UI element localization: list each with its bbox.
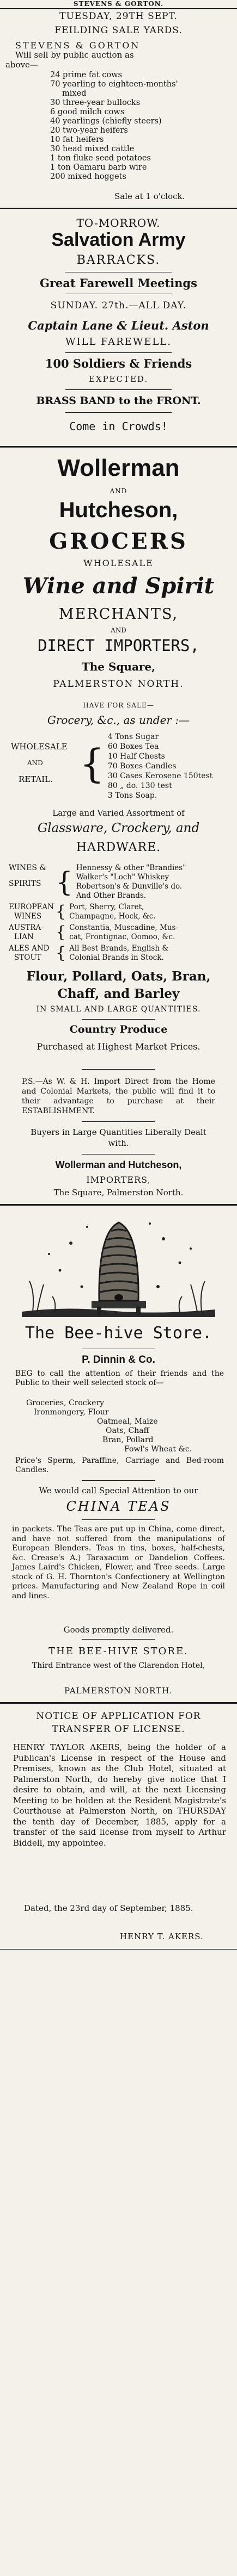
short-divider [82, 1480, 155, 1481]
ps-paragraph: P.S.—As W. & H. Import Direct from the Home and Colonial Markets, the public will find it to their advantage to purchase at their ESTABLISHMENT. [22, 1077, 215, 1115]
european-item: Port, Sherry, Claret, [69, 903, 144, 911]
retail-label: RETAIL. [19, 774, 53, 784]
curly-brace: { [56, 902, 66, 921]
wholesale-label: WHOLESALE [11, 742, 68, 752]
stock-line: Fowl's Wheat &c. [124, 1445, 192, 1454]
short-divider [82, 1069, 155, 1070]
sale-date: TUESDAY, 29TH SEPT. [59, 11, 178, 22]
beehive-store-name: THE BEE-HIVE STORE. [48, 1646, 189, 1657]
short-divider [82, 1519, 155, 1520]
ales-list [66, 944, 168, 963]
stock-line: Oats, Chaff [106, 1426, 149, 1435]
spirits-item: Robertson's & Dunville's do. [76, 882, 183, 891]
notice-heading-1: NOTICE OF APPLICATION FOR [36, 1711, 201, 1722]
ales-labels [9, 944, 56, 963]
stock-line: Bran, Pollard [102, 1436, 154, 1444]
stock-item: 24 prime fat cows [50, 71, 123, 79]
australian-item: cat, Frontignac, Oomoo, &c. [69, 933, 175, 941]
curly-brace: { [56, 944, 66, 963]
barracks-heading: BARRACKS. [76, 253, 161, 267]
spirits-item: Walker's "Loch" Whiskey [76, 873, 169, 882]
auction-intro: Will sell by public auction as [15, 50, 134, 60]
buyers-line: Buyers in Large Quantities Liberally Dealt with. [31, 1127, 206, 1148]
wines-spirits-labels [9, 864, 56, 901]
beehive-illustration [0, 1211, 237, 1319]
salvation-army-title: Salvation Army [51, 229, 186, 250]
wines-label-2: WINES [14, 912, 42, 921]
divider [0, 446, 237, 448]
stock-list [0, 71, 237, 182]
short-divider [82, 1121, 155, 1122]
wollerman-title: Wollerman [57, 455, 180, 481]
stock-line: Ironmongery, Flour [34, 1408, 109, 1417]
divider [0, 8, 237, 9]
merchants-heading: MERCHANTS, [58, 606, 179, 623]
grocery-item: 3 Tons Soap. [107, 791, 157, 800]
spirits-section [0, 864, 237, 963]
assortment-line: Large and Varied Assortment of [52, 808, 185, 818]
australian-item: Constantia, Muscadine, Mus- [69, 923, 179, 932]
wine-spirit-title: Wine and Spirit [22, 573, 215, 599]
footer-importers: IMPORTERS, [86, 1175, 151, 1185]
ales-item: Colonial Brands in Stock. [69, 953, 164, 962]
european-label: EUROPEAN [9, 903, 54, 911]
tomorrow-heading: TO-MORROW. [76, 216, 161, 229]
spirits-item: Hennessy & other "Brandies" [76, 864, 186, 872]
short-divider [65, 352, 172, 353]
stock-line: Groceries, Crockery [26, 1399, 105, 1407]
goods-delivered: Goods promptly delivered. [63, 1625, 174, 1635]
brass-band-line: BRASS BAND to the FRONT. [36, 395, 201, 407]
grocery-item: 80 „ do. 130 test [107, 781, 172, 790]
ales-item: All Best Brands, English & [69, 944, 169, 953]
grocery-as-under: Grocery, &c., as under :— [47, 713, 190, 727]
sunday-line: SUNDAY. 27th.—ALL DAY. [50, 300, 187, 311]
divider [0, 1949, 237, 1950]
grocery-table [0, 731, 237, 800]
stock-item: 10 fat heifers [50, 135, 104, 144]
australian-list [66, 923, 178, 942]
direct-importers-heading: DIRECT IMPORTERS, [38, 636, 199, 655]
notice-dated: Dated, the 23rd day of September, 1885. [24, 1903, 193, 1913]
wholesale-retail-label [11, 731, 76, 787]
austral-label: AUSTRA- [9, 923, 44, 932]
beehive-title: The Bee-hive Store. [25, 1324, 212, 1343]
auction-intro-cont: above— [5, 60, 38, 70]
grocery-item: 30 Cases Kerosene 150test [107, 772, 213, 780]
stock-item: 30 three-year bullocks [50, 98, 141, 107]
beehive-entrance: Third Entrance west of the Clarendon Hotel, [32, 1661, 205, 1670]
australian-labels [9, 923, 56, 942]
beehive-town: PALMERSTON NORTH. [64, 1686, 173, 1696]
grocery-item: 60 Boxes Tea [107, 742, 159, 751]
grocery-item: 70 Boxes Candles [107, 762, 177, 771]
quantities-line: IN SMALL AND LARGE QUANTITIES. [36, 1005, 201, 1014]
masthead-cutoff: STEVENS & GORTON. [73, 0, 164, 8]
wholesale-word: WHOLESALE [83, 558, 154, 568]
stock-item: 20 two-year heifers [50, 126, 128, 135]
and-word: AND [110, 487, 127, 495]
footer-address: The Square, Palmerston North. [53, 1188, 184, 1197]
grocery-item: 10 Half Chests [107, 752, 165, 761]
grocery-item: 4 Tons Sugar [107, 733, 159, 741]
and-label: AND [27, 759, 43, 767]
spirits-label: SPIRITS [9, 879, 41, 888]
flour-line-1: Flour, Pollard, Oats, Bran, [26, 969, 211, 984]
short-divider [65, 389, 172, 390]
special-attention: We would call Special Attention to our [39, 1486, 198, 1495]
curly-brace: { [56, 866, 73, 898]
and-word: AND [111, 626, 126, 634]
have-for-sale: HAVE FOR SALE— [83, 702, 154, 709]
stock-item: mixed [62, 89, 87, 98]
country-produce-text: Purchased at Highest Market Prices. [37, 1041, 200, 1052]
country-produce-heading: Country Produce [69, 1023, 168, 1035]
curly-brace: { [80, 741, 105, 786]
european-item: Champagne, Hock, &c. [69, 912, 156, 921]
curly-brace: { [56, 923, 66, 942]
wines-label: WINES & [9, 864, 46, 872]
captain-line: Captain Lane & Lieut. Aston [28, 319, 209, 332]
footer-firm-name: Wollerman and Hutcheson, [55, 1159, 182, 1170]
lian-label: LIAN [14, 933, 34, 941]
sale-heading: FEILDING SALE YARDS. [54, 25, 183, 36]
glassware-line: Glassware, Crockery, and [37, 821, 200, 835]
candles-line: Price's Sperm, Paraffine, Carriage and Bed-room Candles. [15, 1456, 224, 1474]
stock-item: 6 good milch cows [50, 108, 125, 116]
hardware-line: HARDWARE. [76, 841, 161, 854]
proprietor-line: P. Dinnin & Co. [82, 1354, 155, 1365]
china-teas-heading: CHINA TEAS [66, 1499, 171, 1514]
spirits-item: And Other Brands. [76, 891, 147, 900]
notice-heading-2: TRANSFER OF LICENSE. [52, 1724, 185, 1735]
spirits-list [73, 864, 186, 901]
stock-item: 1 ton fluke seed potatoes [50, 154, 151, 163]
short-divider [65, 412, 172, 413]
square-line: The Square, [81, 660, 156, 673]
stock-item: 1 ton Oamaru barb wire [50, 163, 147, 172]
will-farewell: WILL FAREWELL. [65, 336, 172, 347]
stock-item: 40 yearlings (chiefly steers) [50, 117, 162, 126]
grocery-items [108, 731, 213, 800]
stock-item: 30 head mixed cattle [50, 145, 135, 153]
palmerston-north: PALMERSTON NORTH. [53, 679, 184, 690]
stock-item: 200 mixed hoggets [50, 172, 126, 181]
notice-signature: HENRY T. AKERS. [120, 1932, 204, 1941]
beehive-intro: BEG to call the attention of their friends and the Public to their well selected stock of— [15, 1369, 224, 1387]
ales-label: ALES AND [9, 944, 50, 953]
european-list [66, 903, 156, 921]
european-labels [9, 903, 56, 921]
farewell-meetings: Great Farewell Meetings [40, 276, 197, 290]
notice-body: HENRY TAYLOR AKERS, being the holder of a Publican's License in respect of the House and Premises, known as the Club Hotel, situated at Palmerston North, do hereby give notice that I desire to obtain, and will, at the next Licensing Meeting to be holden at the Resident Magistrate's Courthouse at Palmerston North, on THURSDAY the tenth day of December, 1885, apply for a transfer of the said license from myself to Arthur Biddell, my appointee. [13, 1742, 226, 1848]
short-divider [82, 1639, 155, 1640]
sale-time: Sale at 1 o'clock. [114, 191, 185, 201]
beehive-stock-list [0, 1399, 237, 1454]
grocers-title: GROCERS [49, 529, 188, 554]
divider [0, 208, 237, 209]
stout-label: STOUT [14, 953, 41, 962]
come-in-crowds: Come in Crowds! [69, 420, 168, 433]
hutcheson-title: Hutcheson, [59, 498, 178, 522]
flour-line-2: Chaff, and Barley [57, 986, 180, 1001]
soldiers-line: 100 Soldiers & Friends [45, 357, 192, 370]
beehive-icon [0, 1211, 237, 1319]
short-divider [82, 1019, 155, 1020]
stock-line: Oatmeal, Maize [97, 1417, 158, 1426]
divider [0, 1702, 237, 1704]
divider [0, 1204, 237, 1206]
stock-item: 70 yearling to eighteen-months' [50, 80, 178, 89]
auctioneer-name: STEVENS & GORTON [15, 40, 141, 51]
expected-line: EXPECTED. [88, 374, 149, 384]
teas-paragraph: in packets. The Teas are put up in China, come direct, and have not suffered from the manipulations of European Blenders. Teas in tins, boxes, half-chests, &c. Crease's A.) Taraxacum or Dandelion Coffees. James Laird's Chicken, Flower, and Tree seeds. Large stock of G. H. Thornton's Confectionery at Wellington prices. Manufacturing and New Zealand Rope in coil and lines. [12, 1525, 225, 1600]
